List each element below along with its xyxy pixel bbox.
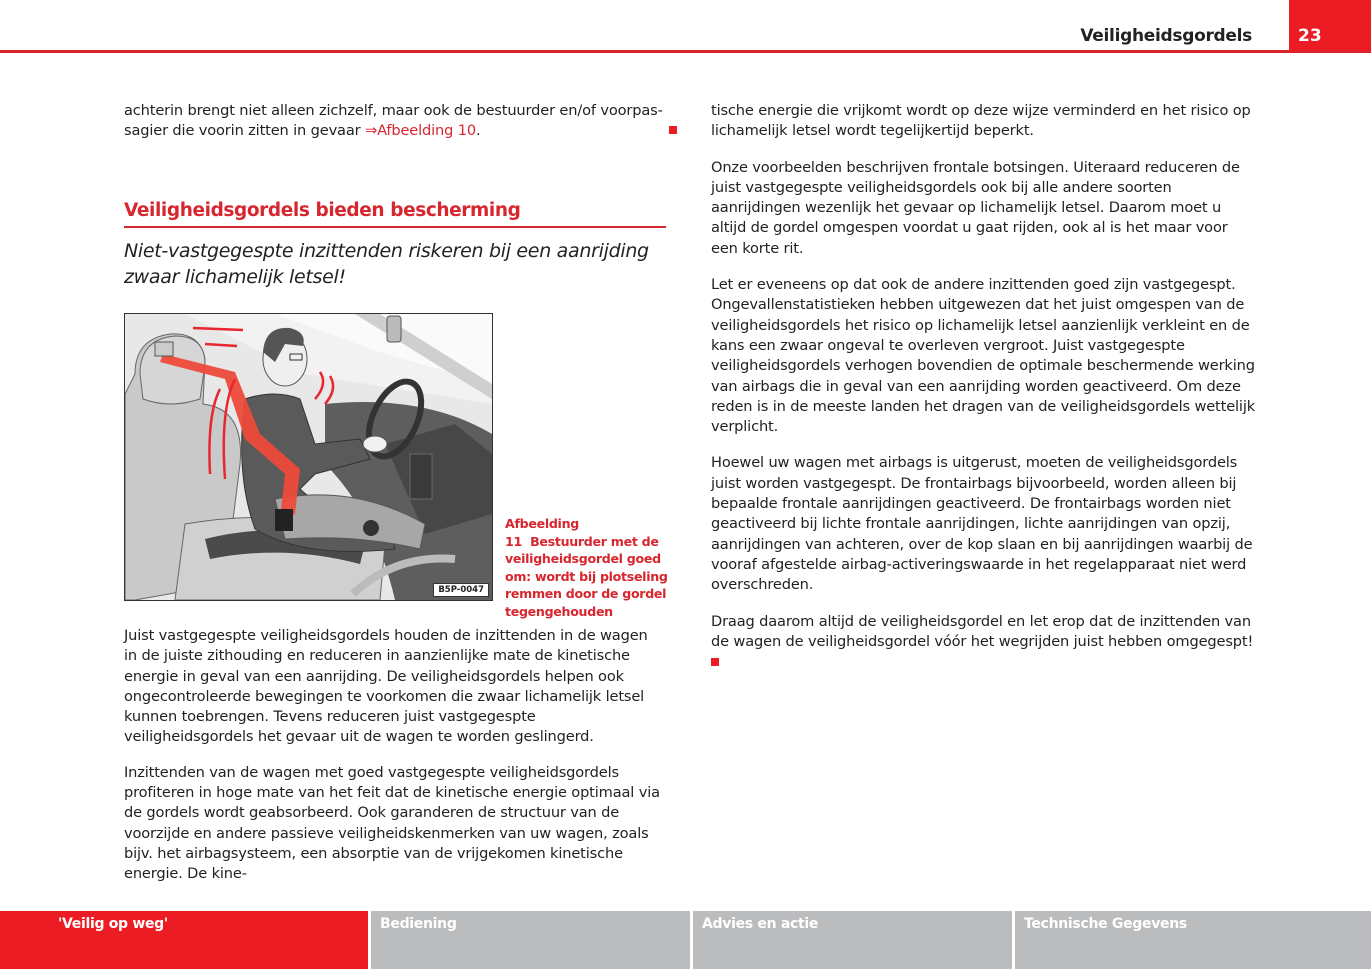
page-number: 23 bbox=[1298, 26, 1322, 46]
footer-tab-label: 'Veilig op weg' bbox=[58, 916, 168, 932]
end-marker-icon bbox=[711, 658, 719, 666]
lead-text: Niet-vastgegespte inzittenden riskeren bij een aanrijding zwaar lichamelijk letsel! bbox=[124, 240, 649, 288]
figure-10-link-text: Afbeelding 10 bbox=[377, 122, 477, 140]
paragraph: Hoewel uw wagen met airbags is uitgerust, moeten de veiligheidsgordels juist worden vastgegespt. De frontairbags bijvoorbeeld, worden alleen bij bepaalde frontale aanrijdingen geactiveerd. De frontairbags worden niet geactiveerd bij lichte frontale aanrijdingen, lichte aanrijdingen van opzij, aanrijdingen van achteren, over de kop slaan en bij aanrijdingen waarbij de vooraf afgestelde airbag-activeringswaarde in het regelapparaat niet werd overschreden. bbox=[711, 454, 1253, 594]
figure-caption-label: Afbeelding 11 bbox=[505, 516, 579, 549]
footer-tab-label: Technische Gegevens bbox=[1024, 916, 1187, 932]
left-body bbox=[124, 626, 664, 885]
paragraph-text: Draag daarom altijd de veiligheidsgordel en let erop dat de inzittenden van de wagen de veiligheidsgordel vóór het wegrijden juist hebben omgegespt! bbox=[711, 612, 1254, 650]
end-marker-icon bbox=[669, 126, 677, 134]
right-body bbox=[711, 101, 1256, 672]
footer-tab-bediening[interactable] bbox=[371, 911, 690, 969]
intro-trailing: . bbox=[476, 122, 481, 140]
paragraph: Let er eveneens op dat ook de andere inzittenden goed zijn vastgegespt. Ongevallenstatistieken hebben uitgewezen dat het juist omgespen van de veiligheidsgordels het risico op lichamelijk letsel aanzienlijk verkleint en de kans een zwaar ongeval te overleven vergroot. Juist vastgegespte veiligheidsgordels verhogen bovendien de optimale beschermende werking van airbags die in geval van een aanrijding worden geactiveerd. Om deze reden is in de meeste landen het dragen van de veiligheidsgordels wettelijk verplicht. bbox=[711, 276, 1256, 436]
footer-tab-label: Advies en actie bbox=[702, 916, 819, 932]
figure-illustration bbox=[124, 313, 493, 601]
section-heading: Veiligheidsgordels bieden bescherming bbox=[124, 200, 666, 228]
footer-tab-technische-gegevens[interactable] bbox=[1015, 911, 1371, 969]
paragraph: tische energie die vrijkomt wordt op deze wijze verminderd en het risico op lichamelijk letsel wordt tegelijkertijd beperkt. bbox=[711, 102, 1251, 140]
paragraph: Onze voorbeelden beschrijven frontale botsingen. Uiteraard reduceren de juist vastgegespte veiligheidsgordels ook bij alle andere soorten aanrijdingen wezenlijk het gevaar op lichamelijk letsel. Daarom moet u altijd de gordel omgespen voordat u gaat rijden, ook al is het maar voor een korte rit. bbox=[711, 158, 1240, 257]
header-rule bbox=[0, 50, 1371, 53]
arrow-icon: ⇒ bbox=[364, 122, 378, 140]
paragraph: Juist vastgegespte veiligheidsgordels houden de inzittenden in de wagen in de juiste zithouding en reduceren in aanzienlijke mate de kinetische energie in geval van een aanrijding. De veiligheidsgordels helpen ook ongecontroleerde bewegingen te voorkomen die zwaar lichamelijk letsel kunnen toebrengen. Tevens reduceren juist vastgegespte veiligheidsgordels het gevaar uit de wagen te worden geslingerd. bbox=[124, 627, 648, 746]
paragraph: Inzittenden van de wagen met goed vastgegespte veiligheidsgordels profiteren in hoge mate van het feit dat de kinetische energie optimaal via de gordels wordt geabsorbeerd. Ook garanderen de structuur van de voorzijde en andere passieve veiligheidskenmerken van uw wagen, zoals bijv. het airbagsysteem, een absorptie van de vrijgekomen kinetische energie. De kine- bbox=[124, 763, 660, 883]
header-title: Veiligheidsgordels bbox=[1080, 26, 1252, 46]
figure-code: B5P-0047 bbox=[433, 583, 489, 597]
figure-caption-text: Bestuurder met de veiligheidsgordel goed om: wordt bij plotseling remmen door de gordel tegengehouden bbox=[505, 533, 668, 619]
footer-tab-veilig-op-weg[interactable] bbox=[0, 911, 368, 969]
page-number-box bbox=[1289, 0, 1371, 51]
driver-seatbelt-illustration bbox=[125, 314, 492, 600]
figure-10-link[interactable] bbox=[365, 122, 476, 139]
intro-paragraph bbox=[124, 101, 664, 142]
footer-tab-label: Bediening bbox=[380, 916, 457, 932]
intro-text: achterin brengt niet alleen zichzelf, maar ook de bestuurder en/of voorpas-sagier die voorin zitten in gevaar bbox=[124, 102, 663, 140]
footer-tab-advies-en-actie[interactable] bbox=[693, 911, 1012, 969]
paragraph bbox=[711, 612, 1256, 673]
figure-caption bbox=[505, 515, 675, 621]
